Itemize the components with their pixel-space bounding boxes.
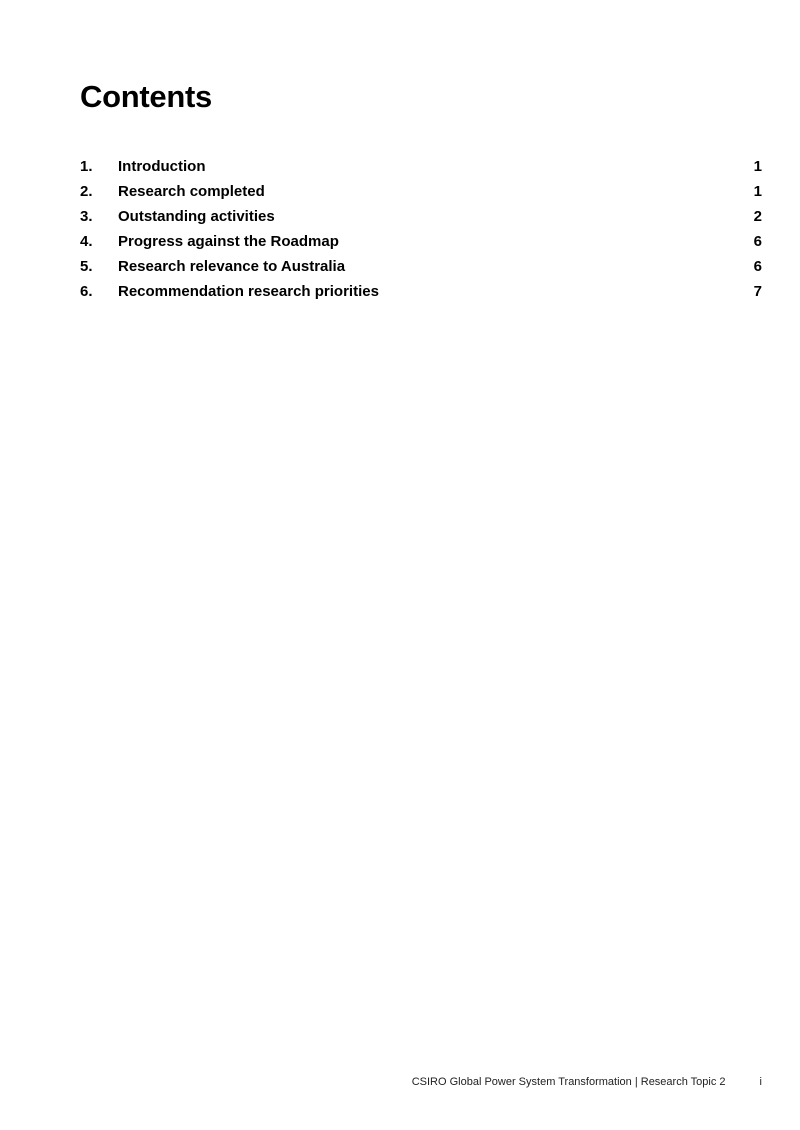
toc-entry-label: Recommendation research priorities — [118, 283, 379, 300]
toc-entry-label: Outstanding activities — [118, 208, 275, 225]
toc-entry-label: Research completed — [118, 183, 265, 200]
table-of-contents — [80, 158, 762, 308]
toc-entry-research-completed[interactable] — [80, 183, 762, 208]
toc-entry-page: 6 — [753, 258, 762, 275]
page-title: Contents — [80, 79, 212, 114]
toc-entry-page: 2 — [753, 208, 762, 225]
toc-entry-number: 5. — [80, 258, 93, 275]
toc-entry-label: Introduction — [118, 158, 206, 175]
toc-entry-label: Progress against the Roadmap — [118, 233, 339, 250]
toc-entry-number: 2. — [80, 183, 93, 200]
toc-entry-page: 6 — [753, 233, 762, 250]
toc-entry-label: Research relevance to Australia — [118, 258, 346, 275]
page-footer — [0, 1076, 762, 1088]
toc-entry-outstanding-activities[interactable] — [80, 208, 762, 233]
toc-entry-number: 3. — [80, 208, 93, 225]
toc-entry-page: 1 — [753, 158, 762, 175]
footer-page-number: i — [759, 1076, 762, 1088]
toc-entry-number: 1. — [80, 158, 93, 175]
toc-entry-number: 4. — [80, 233, 93, 250]
toc-entry-recommendation-priorities[interactable] — [80, 283, 762, 308]
footer-text: CSIRO Global Power System Transformation | Research Topic 2 — [411, 1076, 726, 1088]
toc-entry-page: 1 — [753, 183, 762, 200]
toc-entry-research-relevance[interactable] — [80, 258, 762, 283]
toc-entry-progress-against-roadmap[interactable] — [80, 233, 762, 258]
toc-entry-number: 6. — [80, 283, 93, 300]
toc-entry-introduction[interactable] — [80, 158, 762, 183]
toc-entry-page: 7 — [753, 283, 762, 300]
